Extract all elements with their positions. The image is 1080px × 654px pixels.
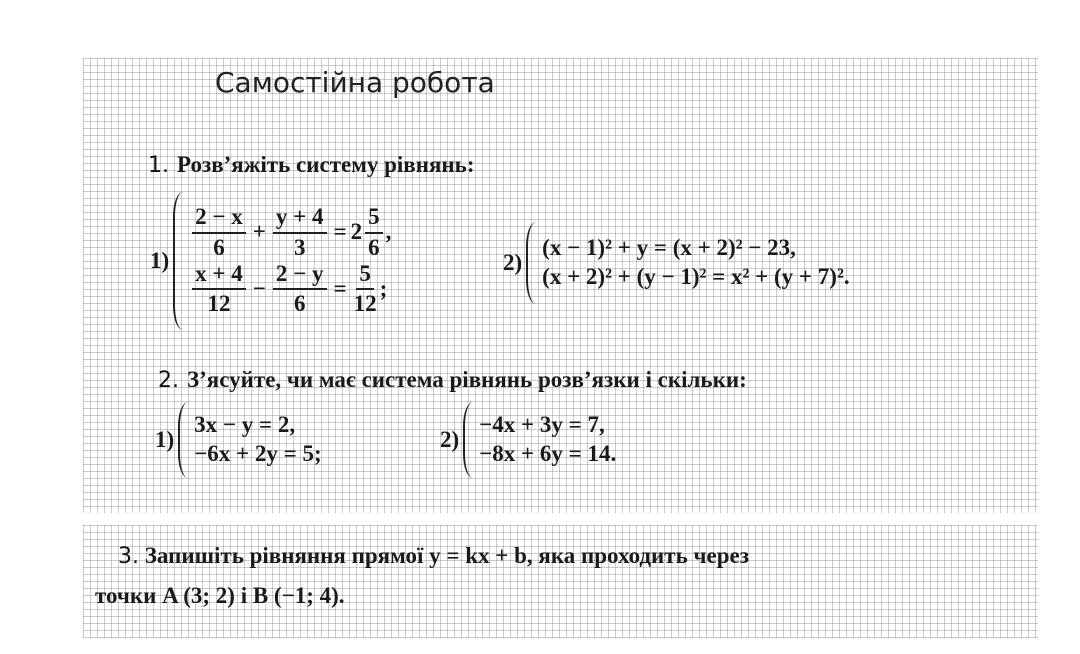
operator: + bbox=[252, 219, 266, 245]
task1-system-1-label: 1) bbox=[150, 248, 170, 273]
task2-system-2 bbox=[440, 402, 616, 478]
grid-paper-task3 bbox=[83, 525, 1038, 638]
task2-number: 2. bbox=[158, 368, 179, 393]
task1-system-2-eq2: (x + 2)² + (y − 1)² = x² + (y + 7)². bbox=[542, 264, 850, 289]
operator: − bbox=[252, 276, 266, 302]
denominator: 6 bbox=[368, 234, 380, 260]
task2-system-1-brace bbox=[178, 402, 190, 478]
task1-system-2-brace bbox=[526, 222, 538, 304]
task2-system-1-eq2: −6x + 2y = 5; bbox=[194, 441, 322, 466]
numerator: y + 4 bbox=[273, 204, 327, 233]
fraction bbox=[273, 204, 327, 261]
punctuation: , bbox=[385, 219, 392, 245]
task3-line-2: точки A (3; 2) і B (−1; 4). bbox=[95, 583, 345, 608]
fraction bbox=[192, 204, 246, 261]
denominator: 6 bbox=[293, 291, 306, 317]
task2-heading bbox=[158, 367, 747, 393]
numerator: 5 bbox=[365, 204, 383, 233]
task1-system-1-eq2 bbox=[189, 261, 391, 318]
task2-system-2-brace bbox=[463, 402, 475, 478]
task3-number: 3. bbox=[118, 544, 139, 569]
whole-part: 2 bbox=[350, 219, 363, 245]
task2-system-2-eq1: −4x + 3y = 7, bbox=[479, 412, 605, 438]
fraction bbox=[365, 204, 383, 261]
numerator: 2 − x bbox=[192, 204, 246, 233]
task2-heading-text: З’ясуйте, чи має система рівнянь розв’язки і скільки: bbox=[187, 367, 747, 392]
task1-system-2-label: 2) bbox=[503, 250, 523, 275]
numerator: 2 − y bbox=[273, 261, 327, 290]
task1-system-1 bbox=[150, 192, 391, 330]
task2-system-2-label: 2) bbox=[440, 427, 460, 452]
task1-heading-text: Розв’яжіть систему рівнянь: bbox=[177, 152, 475, 177]
fraction bbox=[354, 261, 377, 318]
task1-number: 1. bbox=[148, 153, 169, 178]
task3-line-1 bbox=[118, 543, 749, 569]
task2-system-2-eq2: −8x + 6y = 14. bbox=[479, 441, 617, 466]
numerator: 5 bbox=[356, 261, 374, 290]
equals-sign: = bbox=[333, 219, 347, 245]
task3-line-1-text: Запишіть рівняння прямої y = kx + b, яка проходить через bbox=[144, 543, 749, 568]
denominator: 12 bbox=[353, 291, 377, 317]
task1-system-1-brace bbox=[173, 192, 185, 330]
denominator: 6 bbox=[213, 234, 225, 260]
denominator: 12 bbox=[207, 291, 231, 317]
task2-system-1-eq1: 3x − y = 2, bbox=[194, 412, 296, 438]
task1-system-2-eq1: (x − 1)² + y = (x + 2)² − 23, bbox=[542, 235, 796, 261]
numerator: x + 4 bbox=[192, 261, 246, 290]
fraction bbox=[273, 261, 327, 318]
task2-system-1-label: 1) bbox=[155, 427, 175, 452]
task1-system-2 bbox=[503, 222, 850, 304]
equals-sign: = bbox=[333, 276, 347, 302]
page-title: Самостійна робота bbox=[215, 66, 495, 99]
denominator: 3 bbox=[293, 234, 306, 260]
task1-system-1-eq1 bbox=[189, 204, 391, 261]
punctuation: ; bbox=[379, 276, 388, 302]
task2-system-1 bbox=[155, 402, 322, 478]
fraction bbox=[192, 261, 246, 318]
task1-heading bbox=[148, 152, 474, 178]
